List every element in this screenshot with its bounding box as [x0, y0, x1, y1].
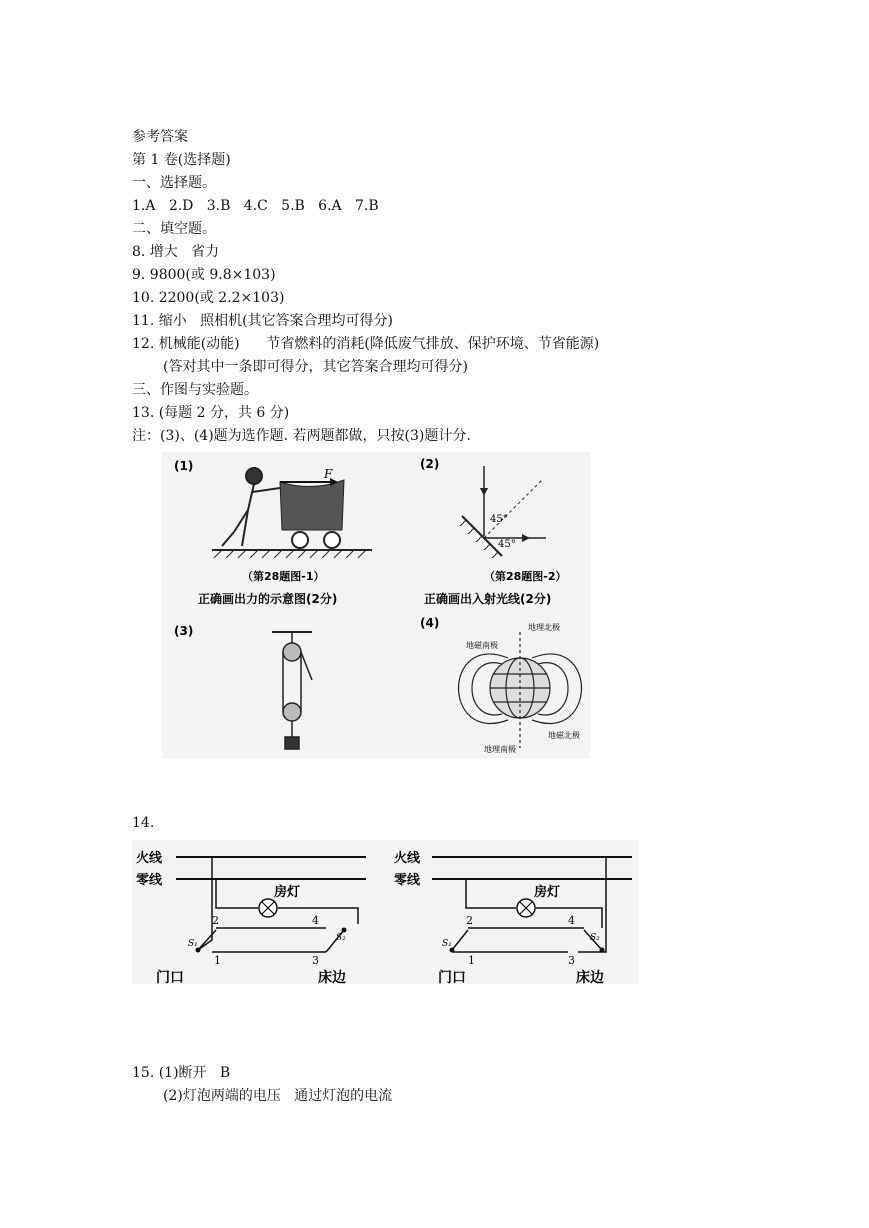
panel2-caption: （第28题图-2）: [484, 570, 567, 583]
panel1-caption: （第28题图-1）: [242, 570, 325, 583]
normal-line: [484, 480, 542, 538]
terminal-4-right: 4: [568, 914, 575, 927]
answer-14: 14.: [132, 815, 155, 831]
part-label: 第 1 卷(选择题): [132, 152, 231, 168]
answer-15-part1: 15. (1)断开 B: [132, 1065, 231, 1081]
panel4-number: (4): [420, 616, 440, 630]
answer-9: 9. 9800(或 9.8×103): [132, 267, 276, 283]
answer-11: 11. 缩小 照相机(其它答案合理均可得分): [132, 313, 393, 329]
terminal-3-right: 3: [568, 954, 575, 967]
switch-s2-label-left: S₂: [336, 933, 346, 943]
terminal-3-left: 3: [312, 954, 319, 967]
terminal-1-left: 1: [214, 954, 221, 967]
angle-label-a: 45°: [490, 514, 508, 525]
neutral-wire-label-left: 零线: [136, 873, 163, 888]
geo-north-label: 地理北极: [528, 623, 560, 632]
section1-heading: 一、选择题。: [132, 175, 216, 191]
mag-south-label: 地磁南极: [466, 641, 498, 650]
cart-wheel-left: [292, 532, 308, 548]
figure-14: [132, 840, 638, 984]
section1-answers: 1.A 2.D 3.B 4.C 5.B 6.A 7.B: [132, 198, 379, 214]
answer-15-part2: (2)灯泡两端的电压 通过灯泡的电流: [163, 1088, 393, 1104]
terminal-2-left: 2: [212, 914, 219, 927]
mag-north-label: 地磁北极: [548, 731, 580, 740]
reflected-arrow: [522, 534, 530, 542]
bedside-label-left: 床边: [318, 970, 346, 984]
pulley-system: [283, 632, 312, 749]
switch-s2-label-right: S₂: [590, 933, 600, 943]
live-wire-label-left: 火线: [136, 851, 163, 866]
figure-13: [162, 452, 590, 758]
switch-s1-right: [452, 930, 468, 950]
doc-title: 参考答案: [132, 129, 188, 145]
door-label-right: 门口: [438, 970, 466, 984]
cart-load: [280, 480, 344, 530]
answer-12: 12. 机械能(动能) 节省燃料的消耗(降低废气排放、保护环境、节省能源): [132, 336, 600, 352]
force-label: F: [324, 467, 333, 481]
panel1-number: (1): [174, 459, 194, 473]
switch-s1-label-right: S₁: [442, 939, 452, 949]
terminal-1-right: 1: [468, 954, 475, 967]
panel2-number: (2): [420, 457, 440, 471]
bedside-label-right: 床边: [576, 970, 604, 984]
answer-13: 13. (每题 2 分，共 6 分): [132, 405, 290, 421]
cart-wheel-right: [324, 532, 340, 548]
section3-heading: 三、作图与实验题。: [132, 382, 258, 398]
terminal-2-right: 2: [466, 914, 473, 927]
answer-8: 8. 增大 省力: [132, 244, 220, 260]
panel2-note: 正确画出入射光线(2分): [424, 592, 552, 606]
section2-heading: 二、填空题。: [132, 221, 216, 237]
door-label-left: 门口: [156, 970, 184, 984]
angle-label-b: 45°: [498, 539, 516, 550]
panel3-number: (3): [174, 624, 194, 638]
answer-10: 10. 2200(或 2.2×103): [132, 290, 285, 306]
live-wire-label-right: 火线: [394, 851, 421, 866]
mirror-hatch: [460, 520, 498, 558]
terminal-4-left: 4: [312, 914, 319, 927]
lamp-label-right: 房灯: [534, 885, 561, 900]
answer-12-note: (答对其中一条即可得分，其它答案合理均可得分): [163, 359, 468, 375]
girl-figure: [222, 468, 280, 546]
ground-hatch: [214, 550, 366, 558]
switch-s1-left: [198, 930, 216, 950]
lamp-label-left: 房灯: [274, 885, 301, 900]
neutral-wire-label-right: 零线: [394, 873, 421, 888]
answer-13-note: 注：(3)、(4)题为选作题. 若两题都做，只按(3)题计分.: [132, 428, 471, 444]
incident-arrow: [480, 488, 488, 496]
panel1-note: 正确画出力的示意图(2分): [198, 592, 338, 606]
circuit-right: [394, 850, 632, 984]
geo-south-label: 地理南极: [484, 745, 516, 754]
circuit-left: [136, 850, 366, 984]
switch-s1-label-left: S₁: [188, 939, 198, 949]
